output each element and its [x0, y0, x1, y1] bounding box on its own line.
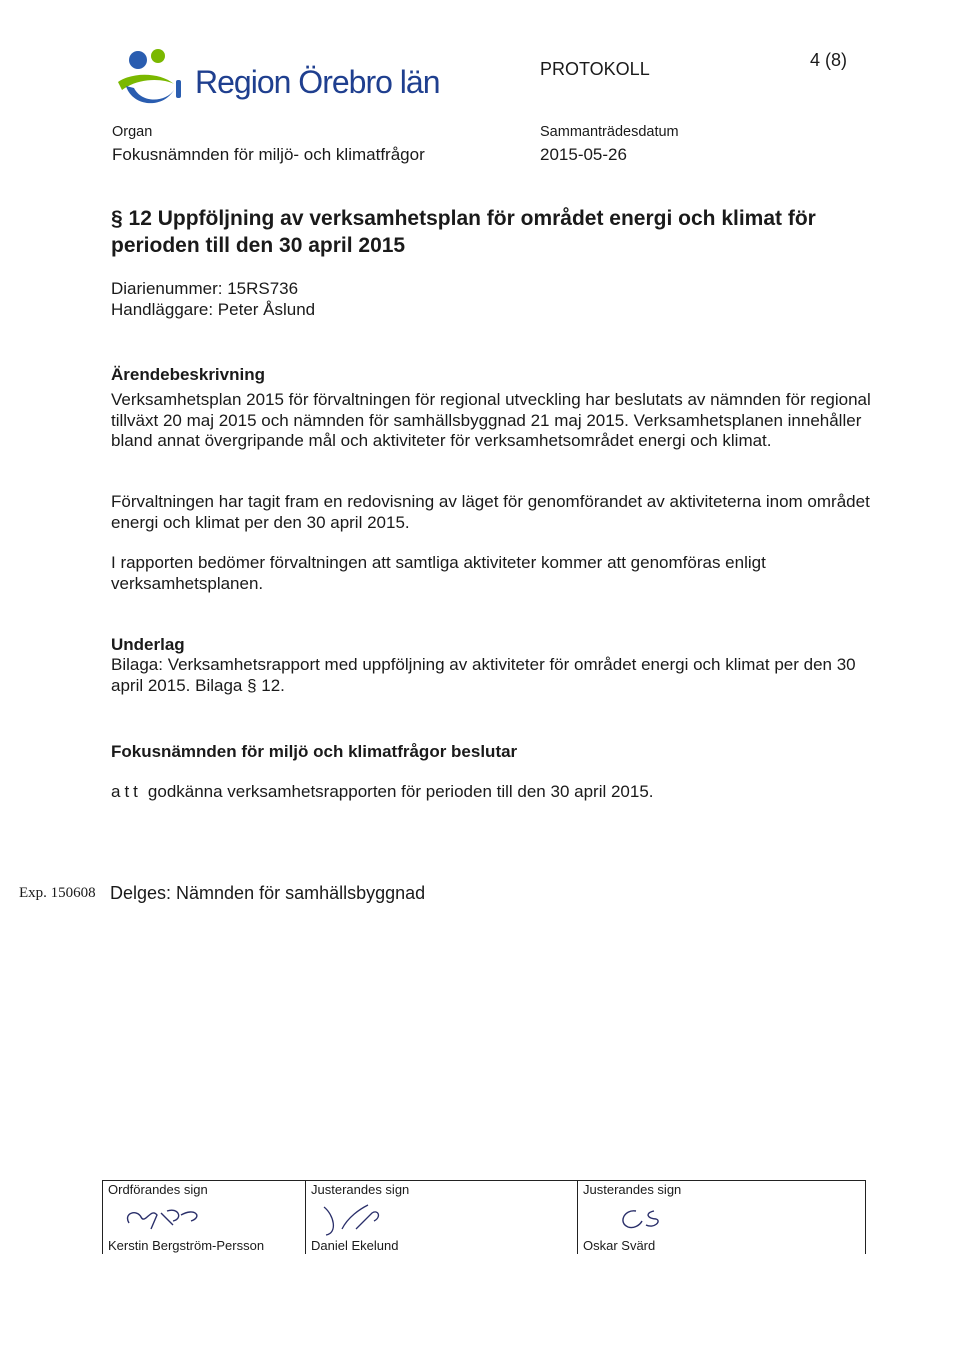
- decision-text: godkänna verksamhetsrapporten för perioden till den 30 april 2015.: [147, 782, 654, 801]
- organ-label: Organ: [112, 124, 153, 140]
- diarienummer: Diarienummer: 15RS736: [111, 279, 299, 298]
- region-logo: [112, 46, 442, 110]
- signature-name: Daniel Ekelund: [311, 1238, 399, 1253]
- organ-value: Fokusnämnden för miljö- och klimatfrågor: [112, 145, 425, 164]
- signature-label: Ordförandes sign: [108, 1182, 208, 1197]
- att-prefix: att: [111, 782, 142, 801]
- handwritten-signature-icon: [614, 1203, 674, 1235]
- signature-box-justerare-1: [305, 1180, 578, 1254]
- underlag-heading: Underlag: [111, 635, 185, 654]
- case-meta: [111, 278, 315, 320]
- handwritten-signature-icon: [121, 1203, 211, 1235]
- expedition-stamp: Exp. 150608: [19, 885, 96, 901]
- beslut-heading: Fokusnämnden för miljö och klimatfrågor beslutar: [111, 742, 518, 761]
- org-name: Region Örebro län: [195, 64, 440, 100]
- date-label: Sammanträdesdatum: [540, 124, 679, 140]
- signature-label: Justerandes sign: [583, 1182, 682, 1197]
- signature-name: Kerstin Bergström-Persson: [108, 1238, 265, 1253]
- arendebeskrivning-heading: Ärendebeskrivning: [111, 365, 265, 384]
- signature-box-ordforande: [102, 1180, 306, 1254]
- document-type: PROTOKOLL: [540, 59, 650, 79]
- region-emblem-icon: [112, 46, 192, 110]
- handwritten-signature-icon: [312, 1199, 412, 1239]
- paragraph-3: I rapporten bedömer förvaltningen att samtliga aktiviteter kommer att genomföras enligt verksamhetsplanen.: [111, 553, 766, 593]
- paragraph-1: Verksamhetsplan 2015 för förvaltningen för regional utveckling har beslutats av nämnden för regional tillväxt 20 maj 2015 och nämnden för samhällsbyggnad 21 maj 2015. Verksamhetsplanen innehåller bland annat övergripande mål och aktiviteter för verksamhetsområdet energi och klimat.: [111, 390, 871, 450]
- signature-name: Oskar Svärd: [583, 1238, 656, 1253]
- date-value: 2015-05-26: [540, 145, 627, 164]
- handlaggare: Handläggare: Peter Åslund: [111, 300, 316, 319]
- paragraph-2: Förvaltningen har tagit fram en redovisning av läget för genomförandet av aktiviteterna inom området energi och klimat per den 30 april 2015.: [111, 492, 870, 532]
- signature-box-justerare-2: [577, 1180, 866, 1254]
- section-title: § 12 Uppföljning av verksamhetsplan för området energi och klimat för perioden till den 30 april 2015: [111, 207, 816, 257]
- delges-text: Delges: Nämnden för samhällsbyggnad: [110, 883, 426, 903]
- signature-label: Justerandes sign: [311, 1182, 410, 1197]
- beslut-decision: [111, 782, 654, 802]
- underlag-text: Bilaga: Verksamhetsrapport med uppföljning av aktiviteter för området energi och klimat per den 30 april 2015. Bilaga § 12.: [111, 655, 856, 695]
- page-number: 4 (8): [810, 50, 848, 70]
